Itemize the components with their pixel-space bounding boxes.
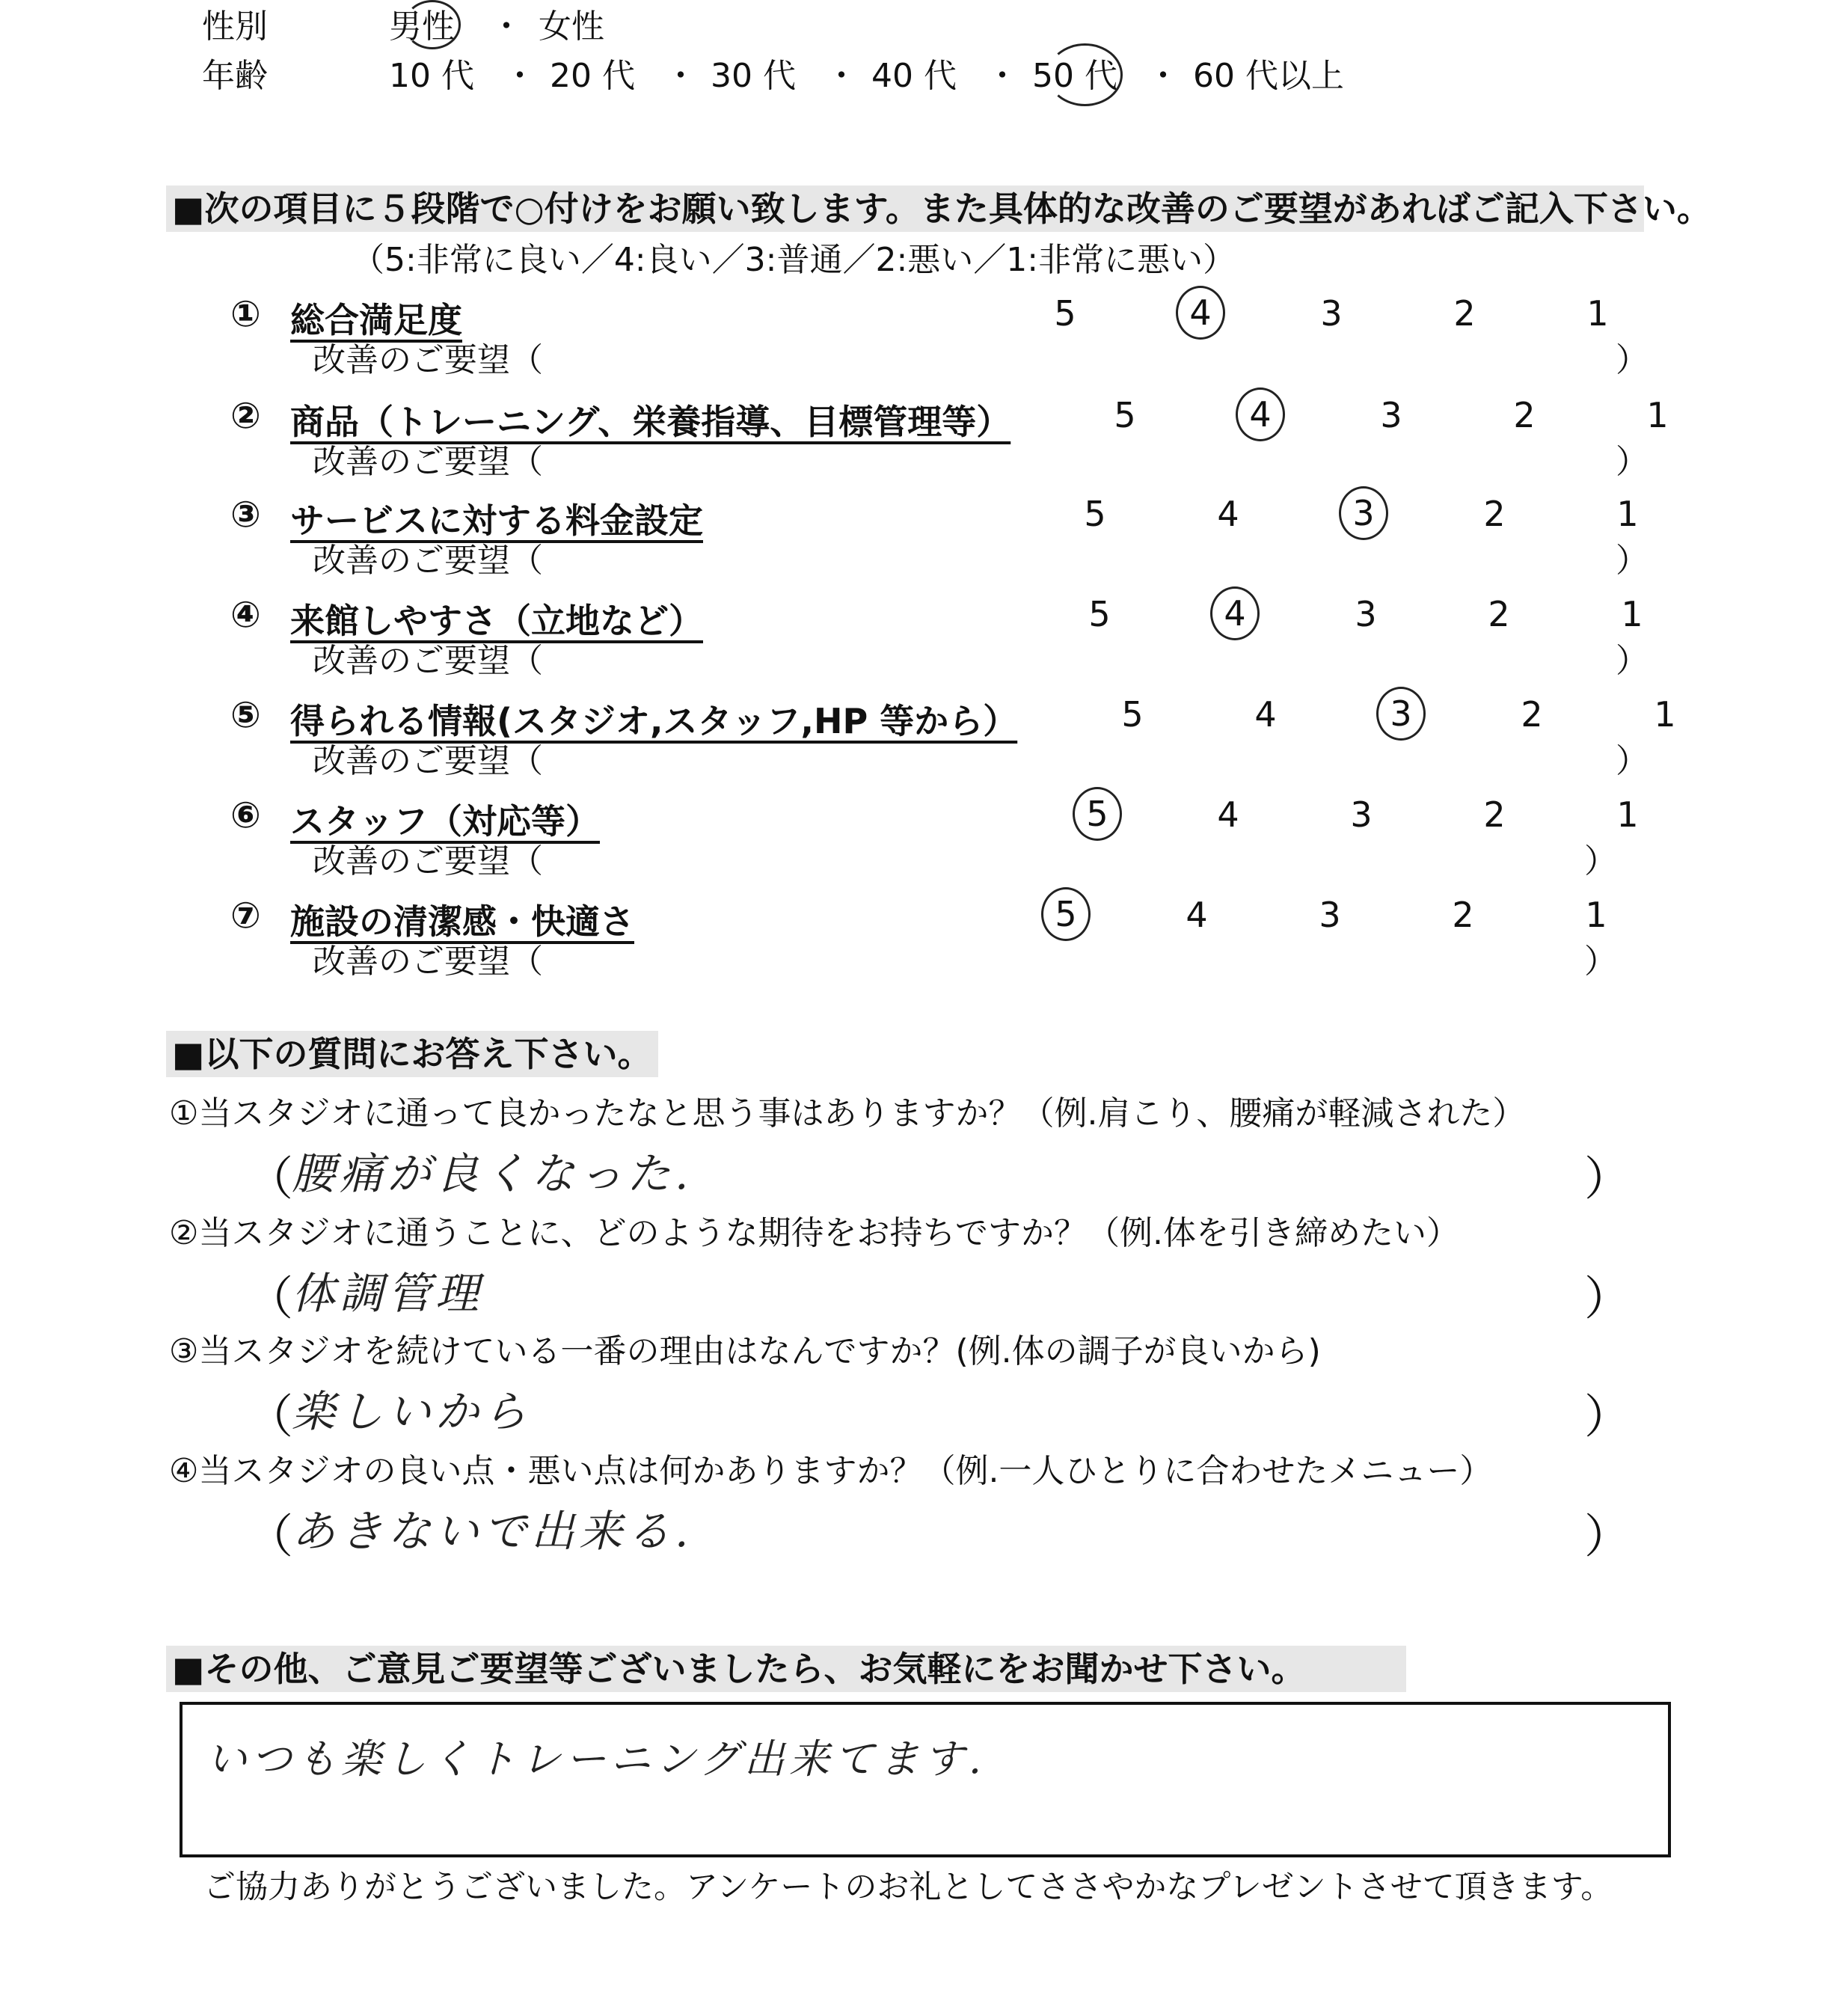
- handwritten-answer[interactable]: 体調管理: [292, 1268, 484, 1319]
- item-number: ④: [230, 594, 261, 636]
- gender-label: 性別: [202, 7, 268, 46]
- score-option-3[interactable]: 3: [1339, 486, 1388, 540]
- score-option-2[interactable]: 2: [1483, 494, 1506, 534]
- score-option-3[interactable]: 3: [1350, 794, 1373, 835]
- separator: ・: [503, 57, 536, 95]
- score-option-1[interactable]: 1: [1621, 594, 1643, 634]
- close-paren: ）: [1584, 1389, 1631, 1444]
- score-option-4[interactable]: 4: [1236, 387, 1285, 441]
- score-option-4[interactable]: 4: [1210, 586, 1260, 640]
- score-option-2[interactable]: 2: [1452, 895, 1474, 935]
- score-option-4[interactable]: 4: [1186, 895, 1208, 935]
- score-option-3[interactable]: 3: [1380, 395, 1402, 435]
- score-option-2[interactable]: 2: [1488, 594, 1510, 634]
- score-option-5[interactable]: 5: [1041, 887, 1091, 941]
- separator: ・: [825, 57, 858, 95]
- score-option-1[interactable]: 1: [1585, 895, 1607, 935]
- item-title: スタッフ（対応等）: [290, 801, 600, 842]
- rating-scale-legend: （5:非常に良い／4:良い／3:普通／2:悪い／1:非常に悪い）: [352, 241, 1236, 279]
- age-option-20s[interactable]: 20 代: [550, 57, 635, 95]
- footer-thanks: ご協力ありがとうございました。アンケートのお礼としてささやかなプレゼントさせて頂きます。: [203, 1869, 1613, 1906]
- score-option-5[interactable]: 5: [1054, 293, 1076, 334]
- improvement-request-label: 改善のご要望（: [313, 341, 543, 379]
- item-number: ⑦: [230, 895, 261, 937]
- age-label: 年齢: [202, 57, 268, 95]
- score-option-2[interactable]: 2: [1453, 293, 1476, 334]
- age-option-50s[interactable]: 50 代: [1032, 57, 1117, 95]
- close-paren: ）: [1616, 642, 1649, 680]
- close-paren: ）: [1616, 542, 1649, 580]
- question-text: ③当スタジオを続けている一番の理由はなんですか？(例.体の調子が良いから): [169, 1332, 1321, 1370]
- comment-box[interactable]: [180, 1702, 1671, 1857]
- handwritten-answer[interactable]: 腰痛が良くなった.: [292, 1148, 693, 1199]
- handwritten-circle-mark: [404, 0, 461, 49]
- score-option-4[interactable]: 4: [1217, 794, 1239, 835]
- improvement-request-label: 改善のご要望（: [313, 443, 543, 481]
- item-number: ⑥: [230, 794, 261, 836]
- score-option-1[interactable]: 1: [1586, 293, 1609, 334]
- item-title: 商品（トレーニング、栄養指導、目標管理等）: [290, 402, 1011, 442]
- score-option-2[interactable]: 2: [1521, 694, 1543, 735]
- gender-option-male[interactable]: 男性: [389, 7, 455, 46]
- score-option-3[interactable]: 3: [1319, 895, 1341, 935]
- score-option-4[interactable]: 4: [1217, 494, 1239, 534]
- score-option-5[interactable]: 5: [1084, 494, 1106, 534]
- score-option-1[interactable]: 1: [1616, 494, 1639, 534]
- gender-option-female[interactable]: 女性: [539, 7, 604, 46]
- close-paren: ）: [1584, 1151, 1631, 1206]
- score-option-3[interactable]: 3: [1376, 687, 1426, 741]
- close-paren: ）: [1584, 1509, 1631, 1563]
- close-paren: ）: [1584, 1271, 1631, 1326]
- close-paren: ）: [1616, 742, 1649, 780]
- item-number: ⑤: [230, 694, 261, 736]
- open-paren: （: [247, 1271, 294, 1326]
- item-title: 施設の清潔感・快適さ: [290, 901, 634, 942]
- score-option-3[interactable]: 3: [1320, 293, 1343, 334]
- score-option-2[interactable]: 2: [1513, 395, 1536, 435]
- age-option-40s[interactable]: 40 代: [871, 57, 957, 95]
- question-section-heading: ■以下の質問にお答え下さい。: [166, 1031, 658, 1077]
- age-option-60s-plus[interactable]: 60 代以上: [1193, 57, 1344, 95]
- item-title: サービスに対する料金設定: [290, 500, 703, 541]
- other-section-heading: ■その他、ご意見ご要望等ございましたら、お気軽にをお聞かせ下さい。: [166, 1646, 1406, 1692]
- separator: ・: [664, 57, 697, 95]
- item-number: ①: [230, 293, 261, 335]
- age-option-10s[interactable]: 10 代: [389, 57, 474, 95]
- improvement-request-label: 改善のご要望（: [313, 943, 543, 981]
- handwritten-answer[interactable]: あきないで出来る.: [292, 1506, 693, 1557]
- score-option-4[interactable]: 4: [1254, 694, 1277, 735]
- score-option-5[interactable]: 5: [1088, 594, 1111, 634]
- question-text: ②当スタジオに通うことに、どのような期待をお持ちですか？（例.体を引き締めたい）: [169, 1214, 1459, 1252]
- age-option-30s[interactable]: 30 代: [711, 57, 796, 95]
- score-option-1[interactable]: 1: [1646, 395, 1669, 435]
- handwritten-circle-mark: [1047, 43, 1123, 106]
- score-option-4[interactable]: 4: [1176, 286, 1225, 340]
- improvement-request-label: 改善のご要望（: [313, 642, 543, 680]
- score-option-3[interactable]: 3: [1355, 594, 1377, 634]
- score-option-5[interactable]: 5: [1073, 787, 1122, 841]
- open-paren: （: [247, 1389, 294, 1444]
- separator: ・: [1147, 57, 1180, 95]
- improvement-request-label: 改善のご要望（: [313, 542, 543, 580]
- question-text: ④当スタジオの良い点・悪い点は何かありますか？（例.一人ひとりに合わせたメニュー）: [169, 1452, 1493, 1490]
- question-text: ①当スタジオに通って良かったなと思う事はありますか？（例.肩こり、腰痛が軽減された）: [169, 1094, 1526, 1133]
- comment-answer: いつも楽しくトレーニング出来てます.: [206, 1735, 987, 1783]
- score-option-5[interactable]: 5: [1114, 395, 1136, 435]
- improvement-request-label: 改善のご要望（: [313, 742, 543, 780]
- close-paren: ）: [1616, 341, 1649, 379]
- item-number: ②: [230, 395, 261, 437]
- score-option-2[interactable]: 2: [1483, 794, 1506, 835]
- close-paren: ）: [1584, 943, 1617, 981]
- score-option-1[interactable]: 1: [1654, 694, 1676, 735]
- item-title: 得られる情報(スタジオ,スタッフ,HP 等から）: [290, 701, 1018, 741]
- separator: ・: [986, 57, 1019, 95]
- rating-section-heading: ■次の項目に５段階で○付けをお願い致します。また具体的な改善のご要望があればご記入下さい。: [166, 186, 1644, 232]
- open-paren: （: [247, 1151, 294, 1206]
- close-paren: ）: [1616, 443, 1649, 481]
- separator: ・: [490, 7, 523, 46]
- item-title: 来館しやすさ（立地など）: [290, 601, 703, 641]
- improvement-request-label: 改善のご要望（: [313, 842, 543, 880]
- open-paren: （: [247, 1509, 294, 1563]
- item-number: ③: [230, 494, 261, 536]
- score-option-5[interactable]: 5: [1121, 694, 1144, 735]
- close-paren: ）: [1584, 842, 1617, 880]
- handwritten-answer[interactable]: 楽しいから: [292, 1386, 532, 1437]
- score-option-1[interactable]: 1: [1616, 794, 1639, 835]
- item-title: 総合満足度: [290, 300, 462, 340]
